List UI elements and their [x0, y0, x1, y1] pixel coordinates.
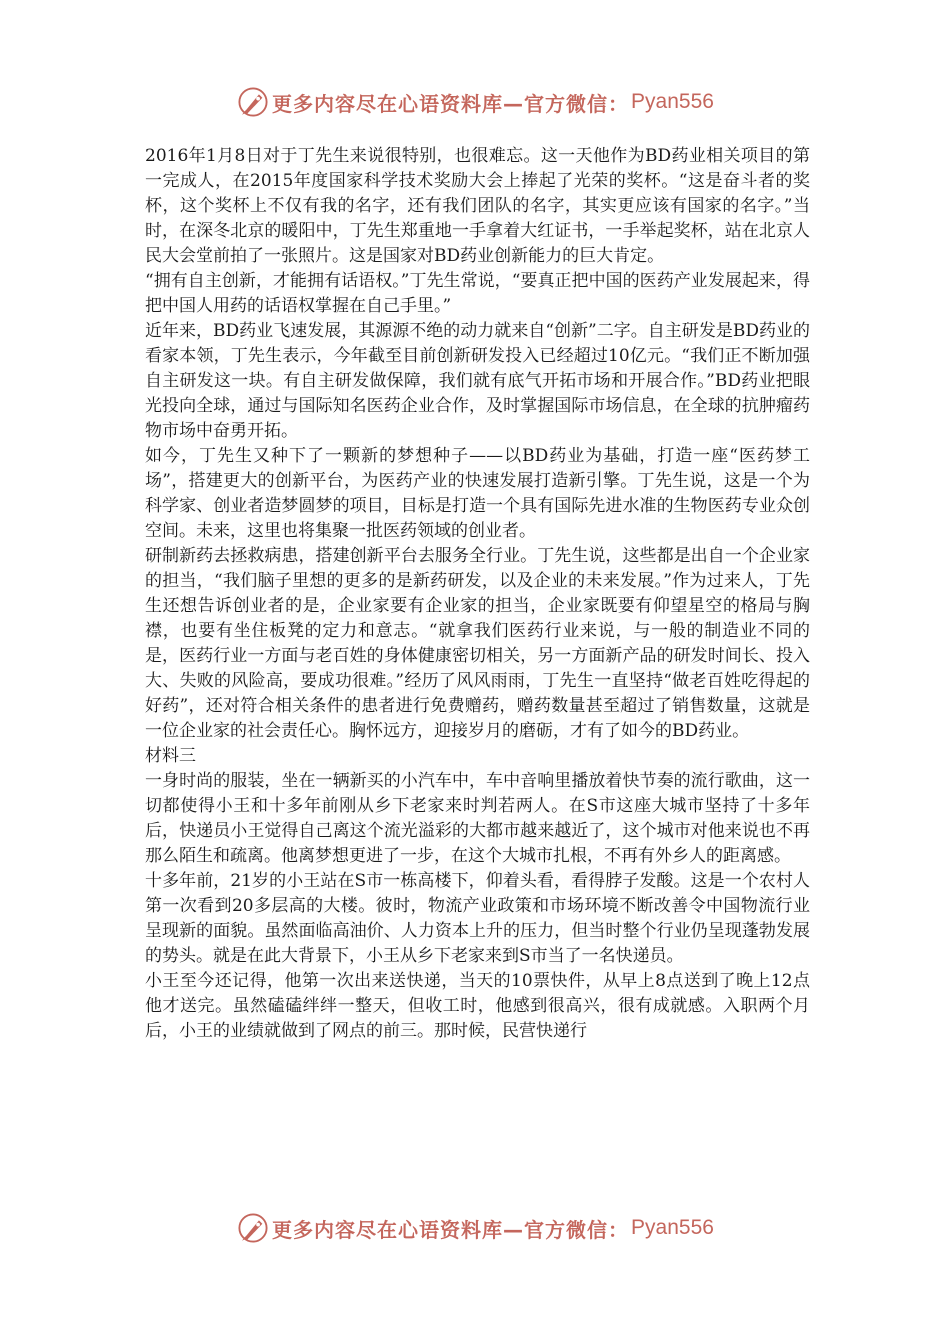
document-body — [145, 144, 810, 1044]
pen-nib-logo-icon — [236, 1211, 270, 1245]
footer-handle: Pyan556 — [631, 1216, 714, 1239]
paragraph-2: “拥有自主创新，才能拥有话语权。”丁先生常说，“要真正把中国的医药产业发展起来，得把中国人用药的话语权掌握在自己手里。” — [145, 271, 810, 316]
header-banner — [0, 82, 950, 122]
paragraph-8: 小王至今还记得，他第一次出来送快递，当天的10票快件，从早上8点送到了晚上12点他才送完。虽然磕磕绊绊一整天，但收工时，他感到很高兴，很有成就感。入职两个月后，小王的业绩就做到了网点的前三。那时候，民营快递行 — [145, 971, 810, 1041]
header-brand-text: 更多内容尽在心语资料库—官方微信： — [272, 91, 630, 116]
paragraph-1: 2016年1月8日对于丁先生来说很特别，也很难忘。这一天他作为BD药业相关项目的第一完成人，在2015年度国家科学技术奖励大会上捧起了光荣的奖杯。“这是奋斗者的奖杯，这个奖杯上不仅有我的名字，还有我们团队的名字，其实更应该有国家的名字。”当时，在深冬北京的暖阳中，丁先生郑重地一手拿着大红证书，一手举起奖杯，站在北京人民大会堂前拍了一张照片。这是国家对BD药业创新能力的巨大肯定。 — [145, 146, 810, 266]
paragraph-6: 一身时尚的服装，坐在一辆新买的小汽车中，车中音响里播放着快节奏的流行歌曲，这一切都使得小王和十多年前刚从乡下老家来时判若两人。在S市这座大城市坚持了十多年后，快递员小王觉得自己离这个流光溢彩的大都市越来越近了，这个城市对他来说也不再那么陌生和疏离。他离梦想更进了一步，在这个大城市扎根，不再有外乡人的距离感。 — [145, 771, 810, 866]
footer-brand-text: 更多内容尽在心语资料库—官方微信： — [272, 1217, 630, 1242]
section-heading: 材料三 — [145, 746, 196, 766]
paragraph-5: 研制新药去拯救病患，搭建创新平台去服务全行业。丁先生说，这些都是出自一个企业家的担当，“我们脑子里想的更多的是新药研发，以及企业的未来发展。”作为过来人，丁先生还想告诉创业者的是，企业家要有企业家的担当，企业家既要有仰望星空的格局与胸襟，也要有坐住板凳的定力和意志。“就拿我们医药行业来说，与一般的制造业不同的是，医药行业一方面与老百姓的身体健康密切相关，另一方面新产品的研发时间长、投入大、失败的风险高，要成功很难。”经历了风风雨雨，丁先生一直坚持“做老百姓吃得起的好药”，还对符合相关条件的患者进行免费赠药，赠药数量甚至超过了销售数量，这就是一位企业家的社会责任心。胸怀远方，迎接岁月的磨砺，才有了如今的BD药业。 — [145, 546, 810, 741]
paragraph-7: 十多年前，21岁的小王站在S市一栋高楼下，仰着头看，看得脖子发酸。这是一个农村人第一次看到20多层高的大楼。彼时，物流产业政策和市场环境不断改善令中国物流行业呈现新的面貌。虽然面临高油价、人力资本上升的压力，但当时整个行业仍呈现蓬勃发展的势头。就是在此大背景下，小王从乡下老家来到S市当了一名快递员。 — [145, 871, 810, 966]
paragraph-4: 如今，丁先生又种下了一颗新的梦想种子——以BD药业为基础，打造一座“医药梦工场”，搭建更大的创新平台，为医药产业的快速发展打造新引擎。丁先生说，这是一个为科学家、创业者造梦圆梦的项目，目标是打造一个具有国际先进水准的生物医药专业众创空间。未来，这里也将集聚一批医药领域的创业者。 — [145, 446, 810, 541]
paragraph-3: 近年来，BD药业飞速发展，其源源不绝的动力就来自“创新”二字。自主研发是BD药业的看家本领，丁先生表示，今年截至目前创新研发投入已经超过10亿元。“我们正不断加强自主研发这一块。有自主研发做保障，我们就有底气开拓市场和开展合作。”BD药业把眼光投向全球，通过与国际知名医药企业合作，及时掌握国际市场信息，在全球的抗肿瘤药物市场中奋勇开拓。 — [145, 321, 810, 441]
footer-banner — [0, 1208, 950, 1248]
pen-nib-logo-icon — [236, 85, 270, 119]
header-handle: Pyan556 — [631, 90, 714, 113]
